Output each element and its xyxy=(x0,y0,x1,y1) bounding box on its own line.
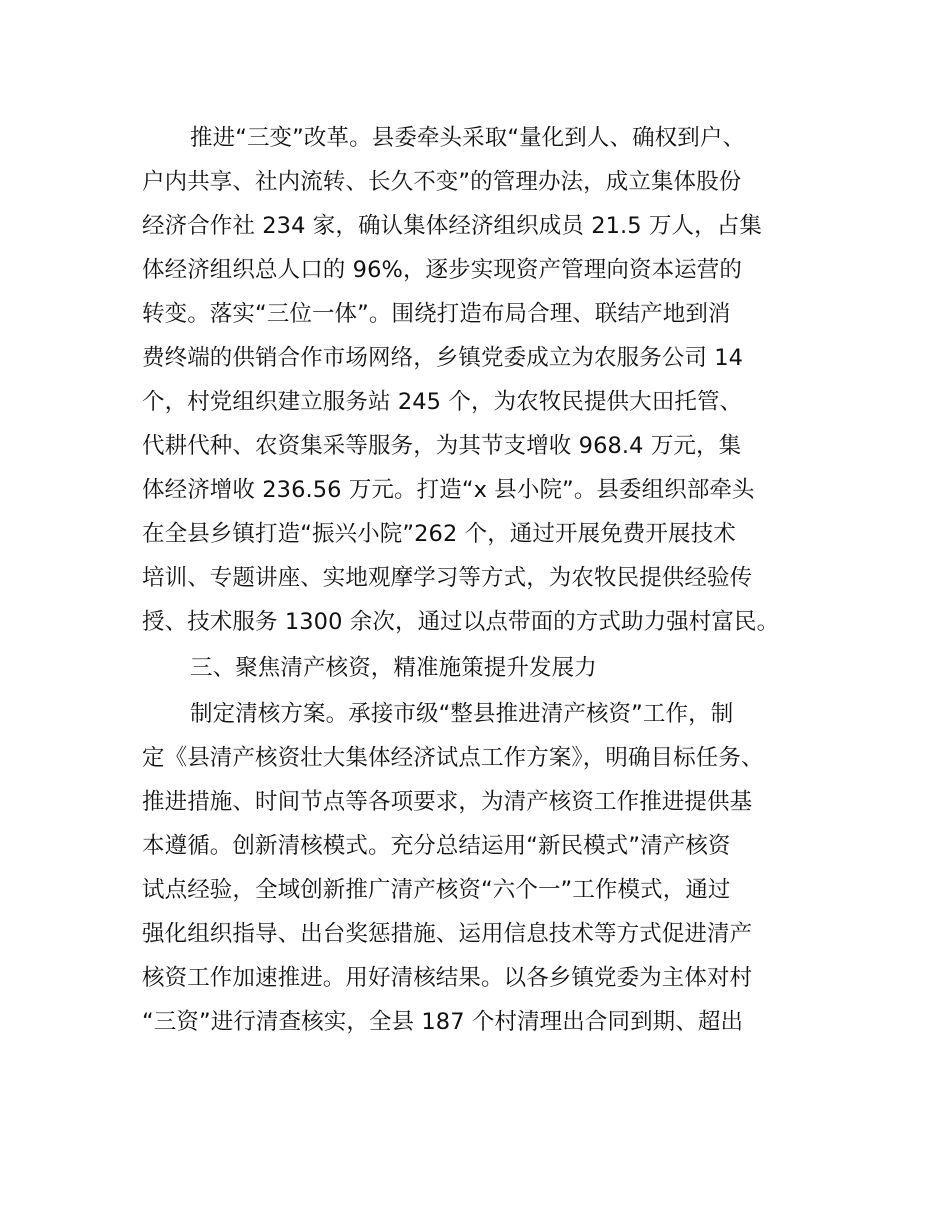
paragraph-line: 经济合作社 234 家，确认集体经济组织成员 21.5 万人，占集 xyxy=(142,213,762,239)
section-heading: 三、聚焦清产核资，精准施策提升发展力 xyxy=(190,655,597,681)
paragraph-line: 推进措施、时间节点等各项要求，为清产核资工作推进提供基 xyxy=(142,789,753,815)
paragraph-line: 个，村党组织建立服务站 245 个，为农牧民提供大田托管、 xyxy=(142,389,743,415)
paragraph-line: 授、技术服务 1300 余次，通过以点带面的方式助力强村富民。 xyxy=(142,609,780,635)
paragraph-line: “三资”进行清查核实，全县 187 个村清理出合同到期、超出 xyxy=(142,1009,744,1035)
paragraph-line: 强化组织指导、出台奖惩措施、运用信息技术等方式促进清产 xyxy=(142,921,753,947)
paragraph-line: 费终端的供销合作市场网络，乡镇党委成立为农服务公司 14 xyxy=(142,345,744,371)
paragraph-line: 在全县乡镇打造“振兴小院”262 个，通过开展免费开展技术 xyxy=(142,521,736,547)
paragraph-line: 体经济增收 236.56 万元。打造“x 县小院”。县委组织部牵头 xyxy=(142,477,755,503)
paragraph-line: 体经济组织总人口的 96%，逐步实现资产管理向资本运营的 xyxy=(142,257,742,283)
paragraph-line: 转变。落实“三位一体”。围绕打造布局合理、联结产地到消 xyxy=(142,301,731,327)
paragraph-line: 培训、专题讲座、实地观摩学习等方式，为农牧民提供经验传 xyxy=(142,565,753,591)
paragraph-line: 试点经验，全域创新推广清产核资“六个一”工作模式，通过 xyxy=(142,877,731,903)
paragraph-line: 户内共享、社内流转、长久不变”的管理办法，成立集体股份 xyxy=(142,169,742,195)
paragraph-line: 制定清核方案。承接市级“整县推进清产核资”工作，制 xyxy=(190,701,734,727)
paragraph-line: 本遵循。创新清核模式。充分总结运用“新民模式”清产核资 xyxy=(142,833,731,859)
paragraph-line: 定《县清产核资壮大集体经济试点工作方案》，明确目标任务、 xyxy=(142,745,764,771)
paragraph-line: 代耕代种、农资集采等服务，为其节支增收 968.4 万元，集 xyxy=(142,433,742,459)
paragraph-line: 推进“三变”改革。县委牵头采取“量化到人、确权到户、 xyxy=(190,125,746,151)
paragraph-line: 核资工作加速推进。用好清核结果。以各乡镇党委为主体对村 xyxy=(142,965,753,991)
